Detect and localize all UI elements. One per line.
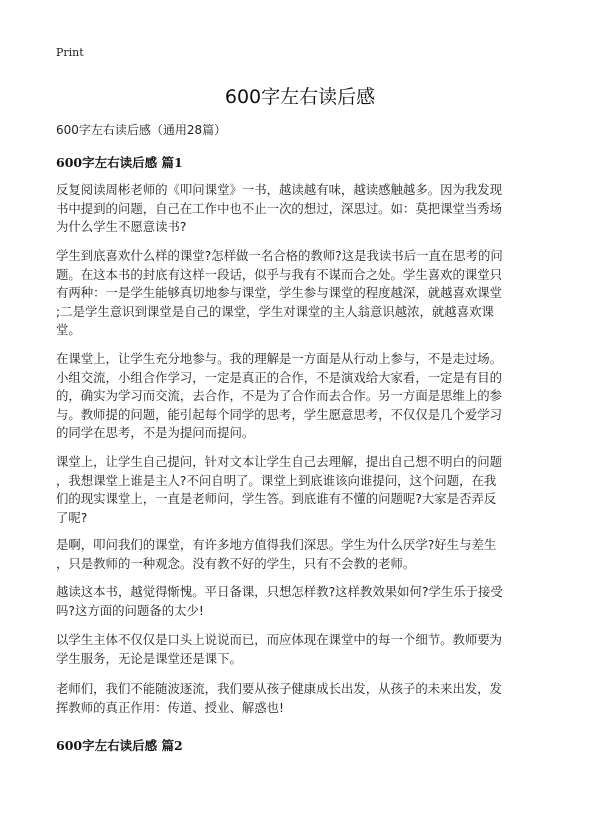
text-line: 为什么学生不愿意读书? bbox=[56, 219, 187, 234]
text-line: 与。教师提的问题，能引起每个同学的思考，学生愿意思考，不仅仅是几个爱学习 bbox=[56, 406, 503, 422]
text-line: 的同学在思考，不是为提问而提问。 bbox=[56, 425, 255, 440]
section-heading-2: 600字左右读后感 篇2 bbox=[56, 738, 183, 753]
paragraph bbox=[56, 181, 546, 237]
text-line: 们的现实课堂上，一直是老师问，学生答。到底谁有不懂的问题呢?大家是否弄反 bbox=[56, 491, 497, 506]
paragraph bbox=[56, 583, 546, 620]
text-line: 挥教师的真正作用：传道、授业、解惑也! bbox=[56, 699, 284, 715]
text-line: 在课堂上，让学生充分地参与。我的理解是一方面是从行动上参与，不是走过场。 bbox=[56, 351, 503, 366]
paragraph bbox=[56, 350, 546, 443]
text-line: 学生到底喜欢什么样的课堂?怎样做一名合格的教师?这是我读书后一直在思考的问 bbox=[56, 248, 503, 263]
text-line: 以学生主体不仅仅是口头上说说而已，而应体现在课堂中的每一个细节。教师要为 bbox=[56, 632, 503, 647]
text-line: ;二是学生意识到课堂是自己的课堂，学生对课堂的主人翁意识越浓，就越喜欢课 bbox=[56, 303, 494, 319]
section-heading-1: 600字左右读后感 篇1 bbox=[56, 155, 183, 170]
text-line: 老师们，我们不能随波逐流，我们要从孩子健康成长出发，从孩子的未来出发，发 bbox=[56, 681, 503, 696]
text-line: 课堂上，让学生自己提问，针对文本让学生自己去理解，提出自己想不明白的问题 bbox=[56, 454, 503, 469]
text-line: 吗?这方面的问题备的太少! bbox=[56, 602, 204, 618]
text-line: 题。在这本书的封底有这样一段话，似乎与我有不谋而合之处。学生喜欢的课堂只 bbox=[56, 266, 503, 282]
text-line: 越读这本书，越觉得惭愧。平日备课，只想怎样教?这样教效果如何?学生乐于接受 bbox=[56, 584, 503, 599]
paragraph bbox=[56, 247, 546, 340]
paragraph bbox=[56, 680, 546, 717]
text-line: 是啊，叩问我们的课堂，有许多地方值得我们深思。学生为什么厌学?好生与差生 bbox=[56, 537, 497, 552]
print-label: Print bbox=[56, 46, 84, 59]
paragraph bbox=[56, 631, 546, 668]
text-line: 的，确实为学习而交流，去合作，不是为了合作而去合作。另一方面是思维上的参 bbox=[56, 388, 503, 403]
text-line: ，只是教师的一种观念。没有教不好的学生，只有不会教的老师。 bbox=[56, 555, 416, 571]
text-line: 反复阅读周彬老师的《叩问课堂》一书，越读越有味，越读感触越多。因为我发现 bbox=[56, 182, 503, 197]
paragraph bbox=[56, 536, 546, 573]
text-line: 小组交流，小组合作学习，一定是真正的合作，不是演戏给大家看，一定是有目的 bbox=[56, 369, 503, 385]
text-line: 学生服务，无论是课堂还是课下。 bbox=[56, 650, 242, 666]
text-line: 堂。 bbox=[56, 322, 81, 337]
document-subtitle: 600字左右读后感（通用28篇） bbox=[56, 123, 227, 137]
text-line: 有两种：一是学生能够真切地参与课堂，学生参与课堂的程度越深，就越喜欢课堂 bbox=[56, 285, 503, 300]
document-title: 600字左右读后感 bbox=[224, 86, 376, 108]
text-line: 了呢? bbox=[56, 509, 88, 525]
text-line: 书中提到的问题，自己在工作中也不止一次的想过，深思过。如：莫把课堂当秀场 bbox=[56, 200, 503, 216]
text-line: ，我想课堂上谁是主人?不问自明了。课堂上到底谁该向谁提问，这个问题，在我 bbox=[56, 472, 497, 488]
paragraph bbox=[56, 453, 546, 527]
